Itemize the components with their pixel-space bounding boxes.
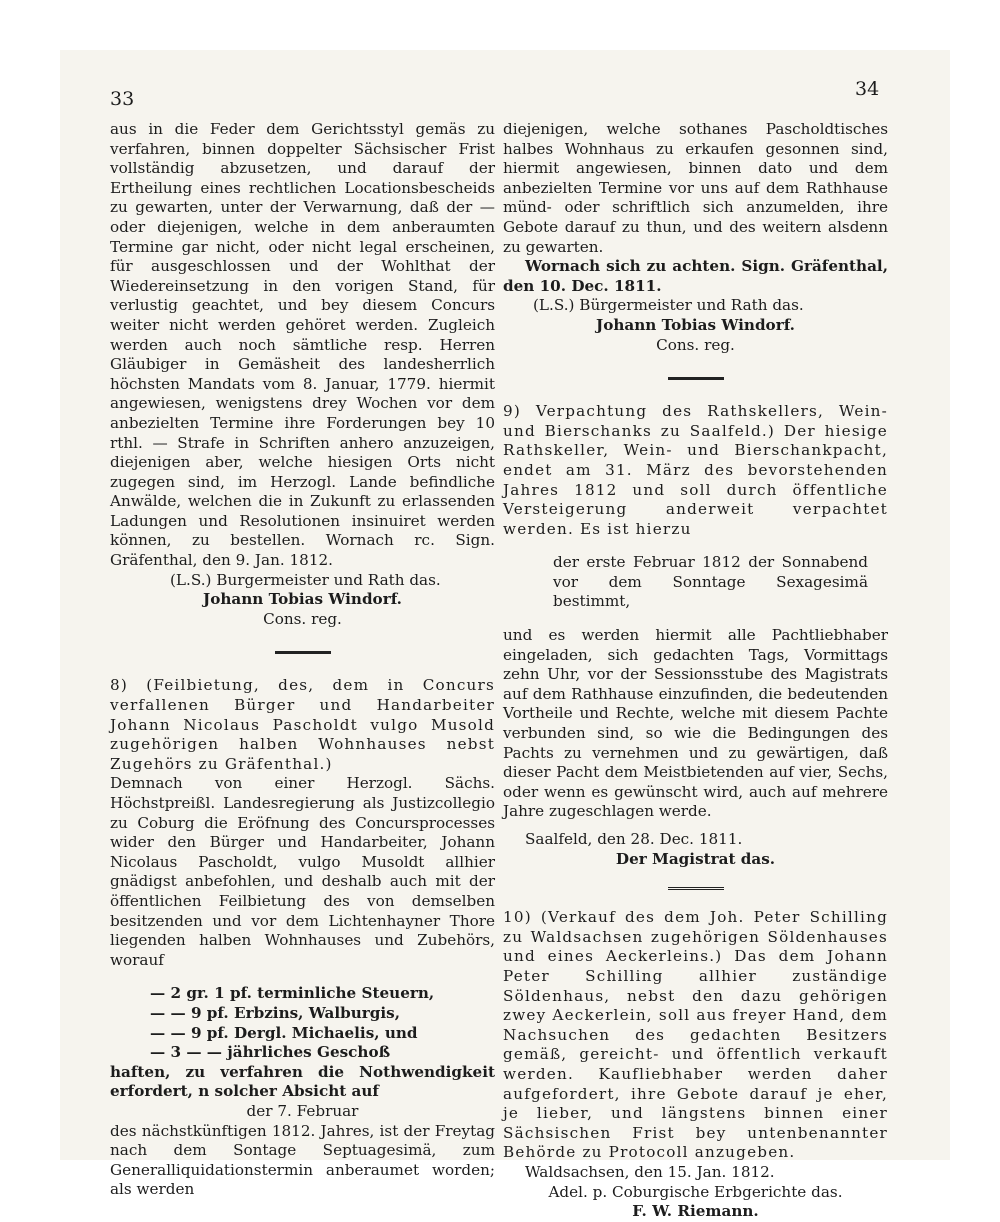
tax-line-2: — — 9 pf. Erbzins, Walburgis, (150, 1003, 400, 1022)
section-divider (668, 377, 724, 380)
tax-line-3: — — 9 pf. Dergl. Michaelis, und (150, 1023, 418, 1042)
section-divider (668, 887, 724, 890)
item8-title: 8) (Feilbietung, des, dem in Concurs verfallenen Bürger und Handarbeiter Johann Nicolaus Pascholdt vulgo Musold zugehörigen halben Wohnhauses nebst Zugehörs zu Gräfenthal.) (110, 676, 495, 773)
left-column (110, 120, 495, 1200)
item8-date: der 7. Februar (246, 1101, 359, 1120)
item10-place: Waldsachsen, den 15. Jan. 1812. (525, 1162, 775, 1181)
right-cons-reg: Cons. reg. (656, 335, 735, 354)
right-seal-line: (L.S.) Bürgermeister und Rath das. (533, 296, 804, 315)
page-number-right: 34 (855, 78, 880, 100)
left-signer: Johann Tobias Windorf. (203, 590, 402, 609)
item9-signature: Der Magistrat das. (615, 849, 776, 868)
item8-ending: des nächstkünftigen 1812. Jahres, ist der Freytag nach dem Sontage Septuagesimä, zum Generalliquidationstermin anberaumet worden; als werden (110, 1121, 495, 1199)
item10-body: 10) (Verkauf des dem Joh. Peter Schilling zu Waldsachsen zugehörigen Söldenhauses und eines Aeckerleins.) Das dem Johann Peter Schilling allhier zuständige Söldenhaus, nebst den dazu gehörigen zwey Aeckerlein, soll aus freyer Hand, dem Nachsuchen des gedachten Besitzers gemäß, gereicht- und öffentlich verkauft werden. Kaufliebhaber werden daher aufgefordert, ihre Gebote darauf je eher, je lieber, und längstens binnen einer Sächsischen Frist bey untenbenannter Behörde zu Protocoll anzugeben. (503, 908, 888, 1162)
right-column (503, 120, 888, 1222)
right-paragraph-1: diejenigen, welche sothanes Pascholdtisches halbes Wohnhaus zu erkaufen gesonnen sind, hiermit angewiesen, binnen dato und dem anbezielten Termine vor uns auf dem Rathhause münd- oder schriftlich sich anzumelden, ihre Gebote darauf zu thun, und des weitern alsdenn zu gewarten. (503, 120, 888, 256)
left-paragraph-1: aus in die Feder dem Gerichtsstyl gemäs zu verfahren, binnen doppelter Sächsischer Frist vollständig abzusetzen, und darauf der Ertheilung eines rechtlichen Locationsbescheids zu gewarten, unter der Verwarnung, daß der — oder diejenigen, welche in dem anberaumten Termine gar nicht, oder nicht legal erscheinen, für ausgeschlossen und der Wohlthat der Wiedereinsetzung in den vorigen Stand, für verlustig geachtet, und bey diesem Concurs weiter nicht werden gehöret werden. Zugleich werden auch noch sämtliche resp. Herren Gläubiger in Gemäsheit des landesherrlich höchsten Mandats vom 8. Januar, 1779. hiermit angewiesen, wenigstens drey Wochen vor dem anbezielten Termine ihre Forderungen bey 10 rthl. — Strafe in Schriften anhero anzuzeigen, diejenigen aber, welche hiesigen Orts nicht zugegen sind, im Herzogl. Lande befindliche Anwälde, welchen die in Zukunft zu erlassenden Ladungen und Resolutionen insinuiret werden können, zu bestellen. Wornach rc. Sign. Gräfenthal, den 9. Jan. 1812. (110, 120, 495, 570)
tax-line-1: — 2 gr. 1 pf. terminliche Steuern, (150, 984, 435, 1003)
item9-date: der erste Februar 1812 der Sonnabend vor dem Sonntage Sexagesimä bestimmt, (553, 553, 868, 611)
section-divider (275, 651, 331, 654)
item10-signer: F. W. Riemann. (632, 1202, 759, 1221)
item8-continuation: haften, zu verfahren die Nothwendigkeit erfordert, n solcher Absicht auf (110, 1062, 495, 1101)
item9-body: 9) Verpachtung des Rathskellers, Wein- und Bierschanks zu Saalfeld.) Der hiesige Rathskeller, Wein- und Bierschankpacht, endet am 31. März des bevorstehenden Jahres 1812 und soll durch öffentliche Versteigerung anderweit verpachtet werden. Es ist hierzu (503, 402, 888, 538)
item9-paragraph: und es werden hiermit alle Pachtliebhaber eingeladen, sich gedachten Tags, Vormittags zehn Uhr, vor der Sessionsstube des Magistrats auf dem Rathhause einzufinden, die bedeutenden Vortheile und Rechte, welche mit diesem Pachte verbunden sind, so wie die Bedingungen des Pachts zu vernehmen und zu gewärtigen, daß dieser Pacht dem Meistbietenden auf vier, Sechs, oder wenn es gewünscht wird, auch auf mehrere Jahre zugeschlagen werde. (503, 626, 888, 821)
item8-body: Demnach von einer Herzogl. Sächs. Höchstpreißl. Landesregierung als Justizcollegio zu Coburg die Eröfnung des Concursprocesses wider den Bürger und Handarbeiter, Johann Nicolaus Pascholdt, vulgo Musoldt allhier gnädigst anbefohlen, und deshalb auch mit der öffentlichen Feilbietung des von demselben besitzenden und vor dem Lichtenhayner Thore liegenden halben Wohnhauses und Zubehörs, worauf (110, 774, 495, 969)
tax-line-4: — 3 — — jährliches Geschoß (150, 1043, 391, 1062)
item9-place: Saalfeld, den 28. Dec. 1811. (525, 830, 743, 848)
right-signer: Johann Tobias Windorf. (596, 315, 795, 334)
page-number-left: 33 (110, 88, 135, 110)
right-paragraph-1b: Wornach sich zu achten. Sign. Gräfenthal, den 10. Dec. 1811. (503, 257, 888, 295)
item10-court: Adel. p. Coburgische Erbgerichte das. (548, 1182, 843, 1201)
left-seal-line: (L.S.) Burgermeister und Rath das. (170, 570, 441, 589)
left-cons-reg: Cons. reg. (263, 609, 342, 628)
